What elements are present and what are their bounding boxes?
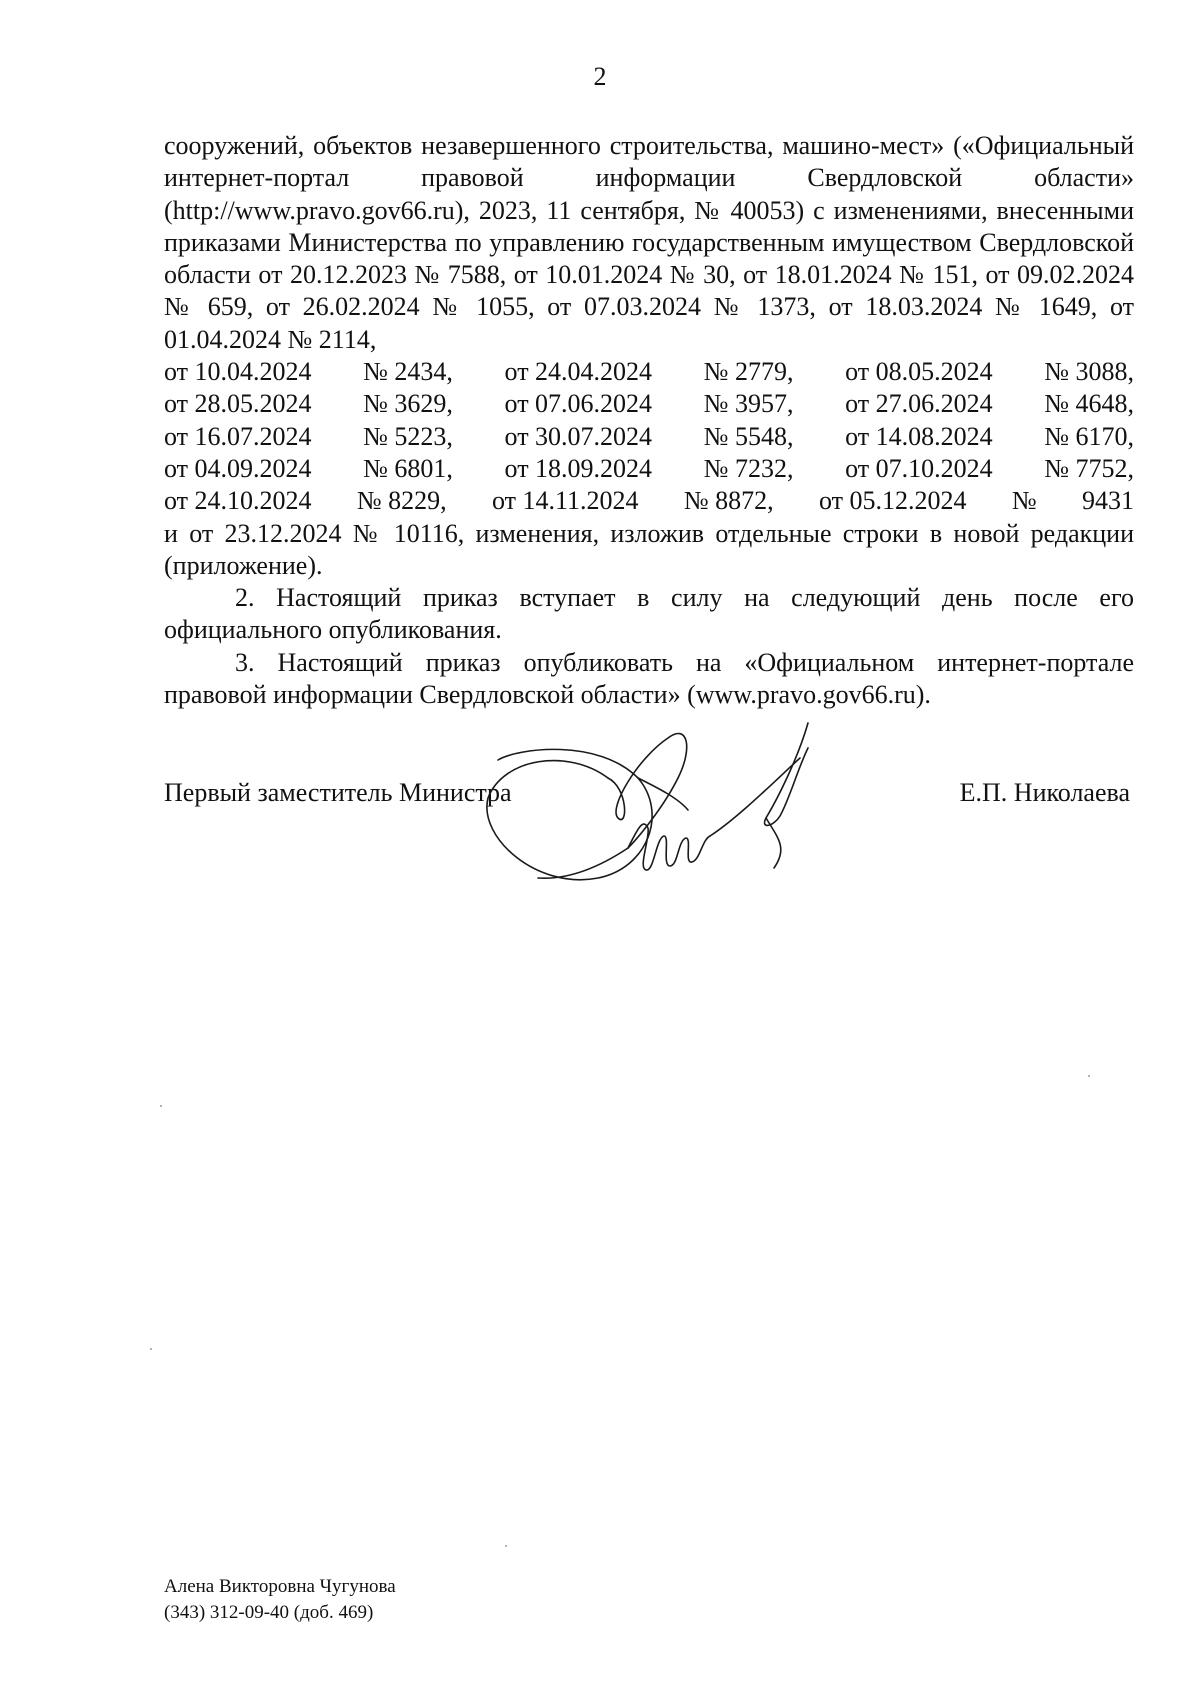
signer-position: Первый заместитель Министра xyxy=(164,778,512,807)
amendment-cell: от 24.04.2024 xyxy=(504,357,653,387)
paragraph-1-top: сооружений, объектов незавершенного строительства, машино-мест» («Официальный интернет-портал правовой информации Свердловской области» (http://www.pravo.gov66.ru), 2023, 11 сентября, № 40053) с изменениями, внесенными приказами Министерства по управлению государственным имуществом Свердловской области от 20.12.2023 № 7588, от 10.01.2024 № 30, от 18.01.2024 № 151, от 09.02.2024 № 659, от 26.02.2024 № 1055, от 07.03.2024 № 1373, от 18.03.2024 № 1649, от 01.04.2024 № 2114, xyxy=(164,131,1134,354)
page-number: 2 xyxy=(593,62,607,91)
amendment-cell: от 05.12.2024 xyxy=(818,486,967,516)
amendment-cell: 9431 xyxy=(1081,486,1134,516)
amendment-cell: № 4648, xyxy=(1044,389,1134,419)
amendment-cell: от 30.07.2024 xyxy=(504,421,653,451)
amendment-row xyxy=(164,485,1134,517)
contact-name: Алена Викторовна Чугунова xyxy=(164,1576,396,1597)
amendment-cell: № 3957, xyxy=(703,389,794,419)
amendment-row xyxy=(164,356,1134,388)
amendment-cell: № xyxy=(1011,486,1037,516)
amendment-cell: от 07.10.2024 xyxy=(845,453,993,483)
amendment-cell: № 5548, xyxy=(703,421,794,451)
amendment-list xyxy=(164,356,1134,517)
amendment-cell: № 2779, xyxy=(703,357,794,387)
signer-name: Е.П. Николаева xyxy=(959,778,1130,807)
scan-speck xyxy=(505,1545,507,1547)
amendment-cell: от 27.06.2024 xyxy=(845,389,993,419)
amendment-cell: от 10.04.2024 xyxy=(164,357,312,387)
amendment-cell: № 8872, xyxy=(683,486,774,516)
amendment-row xyxy=(164,453,1134,485)
amendment-cell: № 7752, xyxy=(1044,453,1134,483)
paragraph-1-bottom: и от 23.12.2024 № 10116, изменения, изложив отдельные строки в новой редакции (приложение). xyxy=(164,518,1134,580)
amendment-cell: от 24.10.2024 xyxy=(164,486,312,516)
paragraph-2: 2. Настоящий приказ вступает в силу на следующий день после его официального опубликования. xyxy=(164,583,1134,645)
amendment-row xyxy=(164,388,1134,420)
amendment-cell: № 7232, xyxy=(703,453,794,483)
scan-speck xyxy=(160,1105,162,1107)
amendment-cell: № 2434, xyxy=(363,357,453,387)
amendment-cell: № 8229, xyxy=(356,486,447,516)
amendment-cell: от 14.08.2024 xyxy=(845,421,993,451)
amendment-cell: от 14.11.2024 xyxy=(491,486,639,516)
amendment-cell: от 07.06.2024 xyxy=(504,389,653,419)
handwritten-signature xyxy=(478,718,898,928)
amendment-cell: от 28.05.2024 xyxy=(164,389,312,419)
contact-phone: (343) 312-09-40 (доб. 469) xyxy=(164,1602,374,1623)
amendment-cell: № 3629, xyxy=(363,389,453,419)
document-body xyxy=(164,130,1134,711)
amendment-cell: № 6170, xyxy=(1044,421,1134,451)
scan-speck xyxy=(150,1348,152,1350)
amendment-cell: от 08.05.2024 xyxy=(845,357,993,387)
amendment-cell: от 04.09.2024 xyxy=(164,453,312,483)
paragraph-3: 3. Настоящий приказ опубликовать на «Официальном интернет-портале правовой информации Свердловской области» (www.pravo.gov66.ru). xyxy=(164,647,1134,710)
amendment-row xyxy=(164,421,1134,453)
amendment-cell: от 18.09.2024 xyxy=(504,453,653,483)
amendment-cell: № 6801, xyxy=(363,453,453,483)
scan-speck xyxy=(1088,1075,1090,1077)
amendment-cell: № 5223, xyxy=(363,421,453,451)
amendment-cell: от 16.07.2024 xyxy=(164,421,312,451)
contact-block xyxy=(164,1574,396,1626)
amendment-cell: № 3088, xyxy=(1044,357,1134,387)
